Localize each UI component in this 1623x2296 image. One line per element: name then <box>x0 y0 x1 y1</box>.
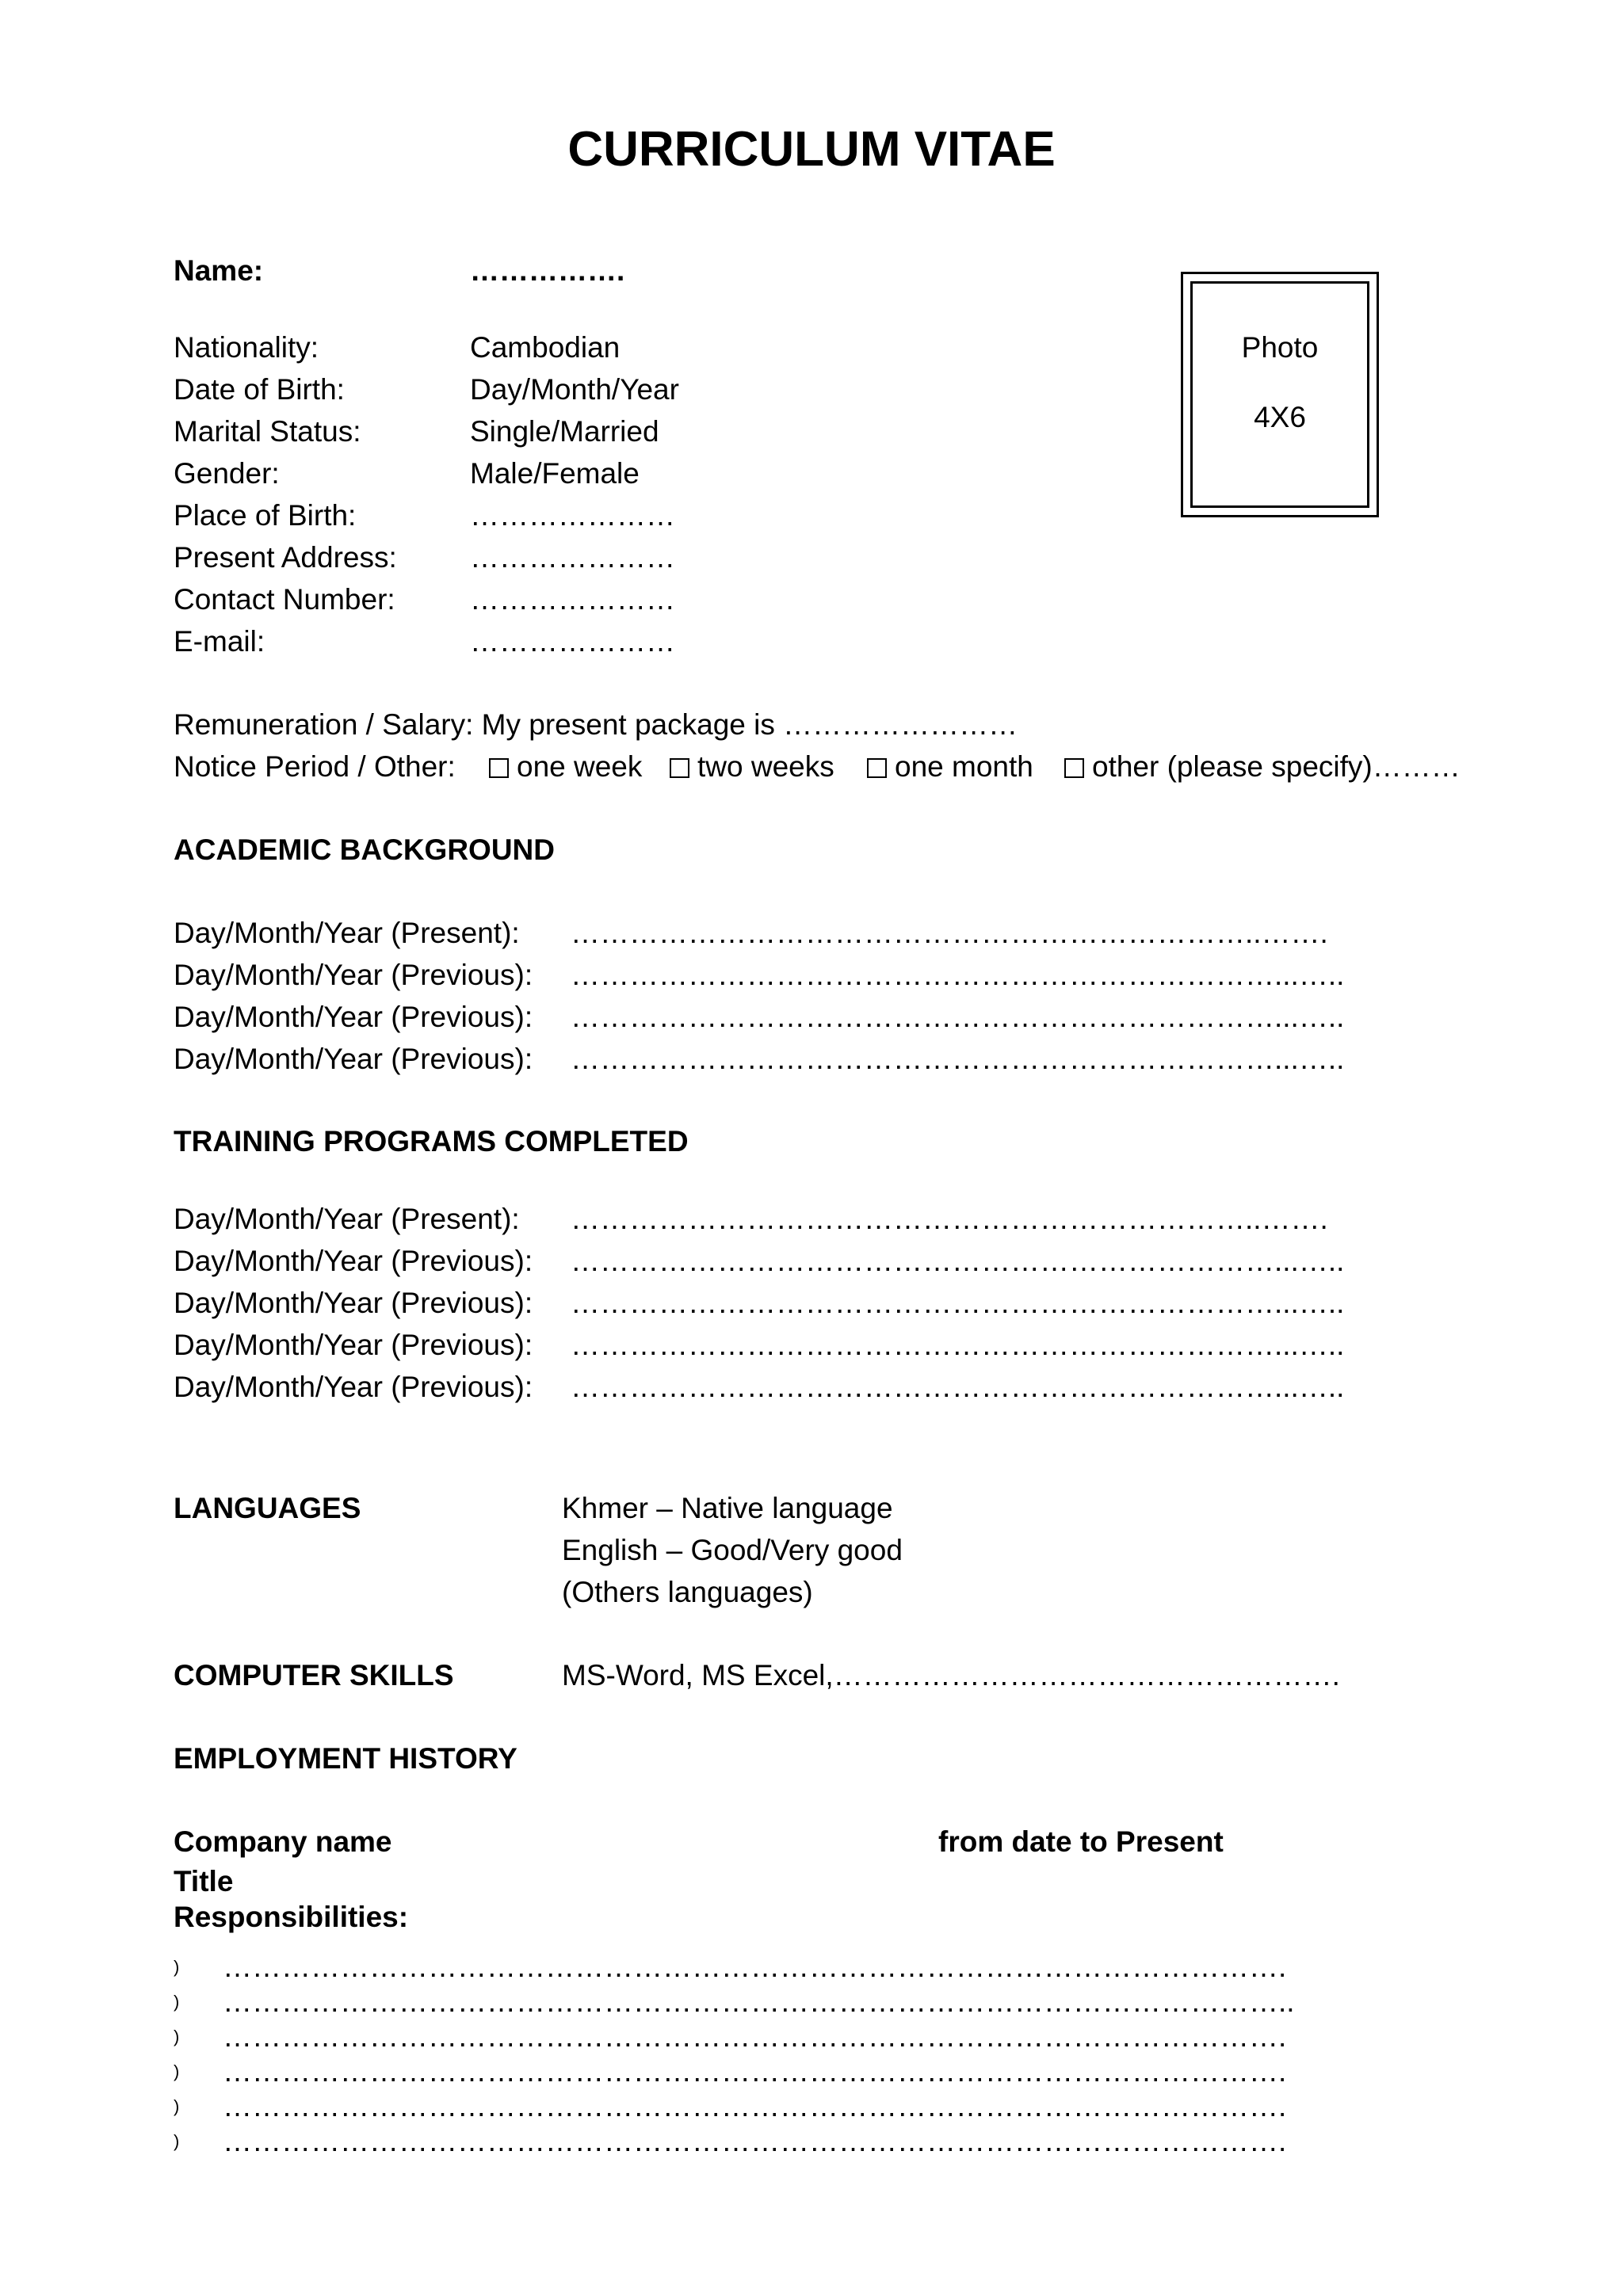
training-row-label: Day/Month/Year (Previous): <box>174 1245 533 1277</box>
notice-period-label: Notice Period / Other: <box>174 750 456 783</box>
language-item[interactable]: (Others languages) <box>562 1576 813 1608</box>
training-row-value[interactable]: ……………………………………………………………..……. <box>571 1203 1328 1235</box>
marital-status-value[interactable]: Single/Married <box>470 415 659 448</box>
training-row-label: Day/Month/Year (Previous): <box>174 1287 533 1319</box>
notice-option-label: other (please specify)……… <box>1092 750 1461 783</box>
computer-skills-heading: COMPUTER SKILLS <box>174 1659 454 1691</box>
academic-row-value[interactable]: ………………………………………………………………...….. <box>571 959 1345 991</box>
nationality-label: Nationality: <box>174 331 319 364</box>
responsibility-line[interactable]: ………………………………………………………………………………………………. <box>223 2020 1287 2053</box>
bullet-icon: ) <box>174 1992 180 2012</box>
photo-size-label: 4X6 <box>1254 401 1306 433</box>
notice-option-other[interactable] <box>1064 752 1461 781</box>
training-row-value[interactable]: ………………………………………………………………...….. <box>571 1245 1345 1277</box>
email-value[interactable]: ………………… <box>470 625 675 658</box>
responsibilities-label: Responsibilities: <box>174 1901 409 1933</box>
gender-label: Gender: <box>174 457 280 490</box>
bullet-icon: ) <box>174 2027 180 2046</box>
bullet-icon: ) <box>174 2061 180 2081</box>
training-row-value[interactable]: ………………………………………………………………...….. <box>571 1371 1345 1403</box>
checkbox-icon[interactable] <box>1064 758 1084 778</box>
place-of-birth-value[interactable]: ………………… <box>470 499 675 532</box>
bullet-icon: ) <box>174 2131 180 2151</box>
notice-option-one-month[interactable] <box>867 752 1033 781</box>
bullet-icon: ) <box>174 1957 180 1977</box>
present-address-label: Present Address: <box>174 541 397 574</box>
page-title: CURRICULUM VITAE <box>567 122 1056 177</box>
email-label: E-mail: <box>174 625 265 658</box>
notice-option-one-week[interactable] <box>489 752 642 781</box>
bullet-icon: ) <box>174 2096 180 2116</box>
responsibility-line[interactable]: ……………………………………………………………………………………………….. <box>223 1985 1295 2018</box>
company-name-label: Company name <box>174 1825 392 1858</box>
marital-status-label: Marital Status: <box>174 415 361 448</box>
photo-inner-frame <box>1190 281 1369 508</box>
academic-row-value[interactable]: ………………………………………………………………...….. <box>571 1001 1345 1033</box>
job-title-label: Title <box>174 1865 234 1897</box>
academic-heading: ACADEMIC BACKGROUND <box>174 833 555 866</box>
remuneration-line: Remuneration / Salary: My present package is …………………… <box>174 708 1018 741</box>
training-row-label: Day/Month/Year (Present): <box>174 1203 520 1235</box>
training-row-value[interactable]: ………………………………………………………………...….. <box>571 1329 1345 1361</box>
academic-row-label: Day/Month/Year (Previous): <box>174 959 533 991</box>
computer-skills-value[interactable]: MS-Word, MS Excel,……………………………………………. <box>562 1659 1340 1691</box>
academic-row-value[interactable]: ……………………………………………………………..……. <box>571 917 1328 949</box>
training-heading: TRAINING PROGRAMS COMPLETED <box>174 1125 689 1158</box>
responsibility-line[interactable]: ………………………………………………………………………………………………. <box>223 1951 1287 1983</box>
checkbox-icon[interactable] <box>670 758 689 778</box>
date-of-birth-value[interactable]: Day/Month/Year <box>470 373 679 406</box>
training-row-label: Day/Month/Year (Previous): <box>174 1371 533 1403</box>
contact-number-label: Contact Number: <box>174 583 395 616</box>
nationality-value[interactable]: Cambodian <box>470 331 621 364</box>
training-row-value[interactable]: ………………………………………………………………...….. <box>571 1287 1345 1319</box>
name-value[interactable]: ……………. <box>470 254 625 287</box>
academic-row-label: Day/Month/Year (Previous): <box>174 1043 533 1075</box>
notice-option-label: one week <box>517 750 643 783</box>
employment-date-label: from date to Present <box>938 1825 1224 1858</box>
academic-row-label: Day/Month/Year (Present): <box>174 917 520 949</box>
contact-number-value[interactable]: ………………… <box>470 583 675 616</box>
languages-heading: LANGUAGES <box>174 1492 361 1524</box>
place-of-birth-label: Place of Birth: <box>174 499 357 532</box>
checkbox-icon[interactable] <box>489 758 509 778</box>
language-item[interactable]: English – Good/Very good <box>562 1534 903 1566</box>
notice-option-label: two weeks <box>697 750 834 783</box>
notice-option-two-weeks[interactable] <box>670 752 834 781</box>
language-item[interactable]: Khmer – Native language <box>562 1492 893 1524</box>
responsibility-line[interactable]: ………………………………………………………………………………………………. <box>223 2055 1287 2088</box>
name-label: Name: <box>174 254 264 287</box>
academic-row-value[interactable]: ………………………………………………………………...….. <box>571 1043 1345 1075</box>
checkbox-icon[interactable] <box>867 758 887 778</box>
academic-row-label: Day/Month/Year (Previous): <box>174 1001 533 1033</box>
photo-placeholder[interactable] <box>1181 272 1379 517</box>
gender-value[interactable]: Male/Female <box>470 457 640 490</box>
training-row-label: Day/Month/Year (Previous): <box>174 1329 533 1361</box>
employment-heading: EMPLOYMENT HISTORY <box>174 1742 517 1775</box>
notice-option-label: one month <box>895 750 1033 783</box>
date-of-birth-label: Date of Birth: <box>174 373 345 406</box>
photo-label: Photo <box>1241 331 1319 364</box>
present-address-value[interactable]: ………………… <box>470 541 675 574</box>
responsibility-line[interactable]: ………………………………………………………………………………………………. <box>223 2125 1287 2157</box>
responsibility-line[interactable]: ………………………………………………………………………………………………. <box>223 2090 1287 2122</box>
